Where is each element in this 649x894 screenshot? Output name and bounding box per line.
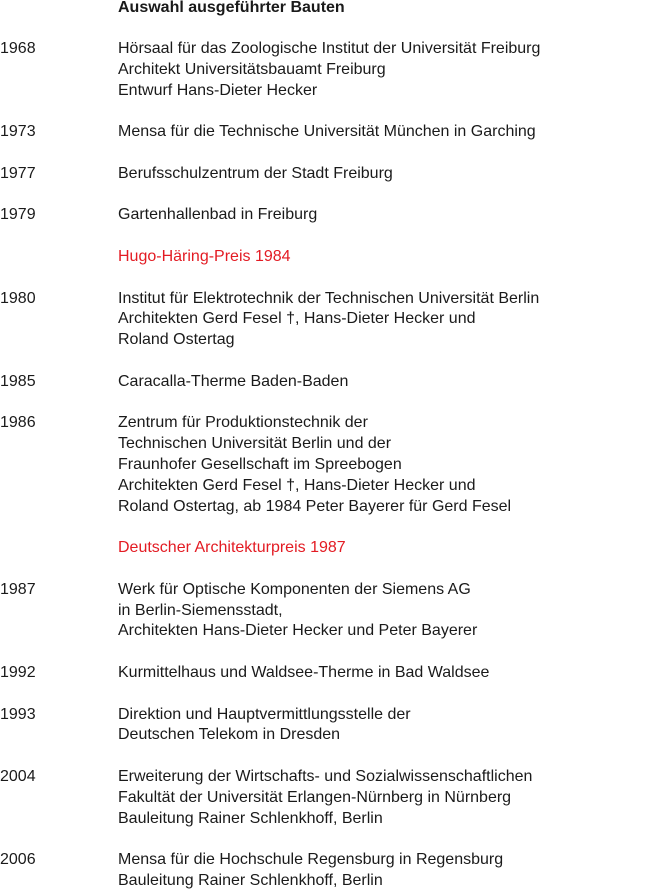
building-entry: [0, 205, 649, 226]
entry-year: 1986: [0, 414, 36, 432]
building-entry: [0, 164, 649, 185]
building-entry: [0, 413, 649, 517]
entry-year: 1973: [0, 123, 36, 141]
entry-description: [118, 580, 649, 642]
entry-year: 1992: [0, 664, 36, 681]
description-line: Erweiterung der Wirtschafts- und Sozialwissenschaftlichen: [118, 768, 533, 785]
award-text: [118, 247, 649, 268]
building-entry: [0, 122, 649, 143]
building-entry: [0, 850, 649, 892]
entry-description: [118, 289, 649, 351]
building-entry: [0, 580, 649, 642]
entry-year: 1980: [0, 289, 36, 307]
description-line: Institut für Elektrotechnik der Technischen Universität Berlin: [118, 289, 540, 307]
description-line: Architekten Gerd Fesel †, Hans-Dieter Hecker und: [118, 476, 476, 494]
description-line: Hörsaal für das Zoologische Institut der Universität Freiburg: [118, 40, 541, 57]
entry-year: 2004: [0, 768, 36, 785]
building-entry: [0, 39, 649, 101]
description-line: Roland Ostertag, ab 1984 Peter Bayerer für Gerd Fesel: [118, 497, 512, 515]
entry-description: [118, 39, 649, 101]
description-line: Entwurf Hans-Dieter Hecker: [118, 81, 318, 99]
entry-description: [118, 205, 649, 226]
description-line: Deutschen Telekom in Dresden: [118, 726, 341, 744]
building-entry: [0, 289, 649, 351]
entry-year: 2006: [0, 851, 36, 869]
entry-description: [118, 413, 649, 517]
description-line: Caracalla-Therme Baden-Baden: [118, 372, 349, 390]
description-line: Direktion und Hauptvermittlungsstelle der: [118, 705, 411, 723]
description-line: Fraunhofer Gesellschaft im Spreebogen: [118, 455, 402, 473]
description-line: Werk für Optische Komponenten der Siemens AG: [118, 580, 471, 598]
description-line: Architekten Gerd Fesel †, Hans-Dieter Hecker und: [118, 310, 476, 328]
description-line: Bauleitung Rainer Schlenkhoff, Berlin: [118, 871, 383, 889]
entry-description: [118, 705, 649, 747]
description-line: Bauleitung Rainer Schlenkhoff, Berlin: [118, 809, 383, 827]
award-entry: [0, 538, 649, 559]
award-entry: [0, 247, 649, 268]
description-line: Architekten Hans-Dieter Hecker und Peter Bayerer: [118, 622, 478, 640]
description-line: Technischen Universität Berlin und der: [118, 435, 392, 453]
entry-description: [118, 164, 649, 185]
page-heading: Auswahl ausgeführter Bauten: [118, 0, 345, 16]
entry-year: 1968: [0, 40, 36, 57]
award-line: Hugo-Häring-Preis 1984: [118, 248, 291, 265]
description-line: Berufsschulzentrum der Stadt Freiburg: [118, 164, 393, 182]
award-line: Deutscher Architekturpreis 1987: [118, 539, 346, 557]
entry-year: 1993: [0, 705, 36, 723]
building-entry: [0, 663, 649, 684]
entry-year: 1985: [0, 372, 36, 390]
building-entry: [0, 705, 649, 747]
entry-description: [118, 122, 649, 143]
entry-year: 1979: [0, 206, 36, 224]
description-line: Kurmittelhaus und Waldsee-Therme in Bad Waldsee: [118, 664, 490, 681]
entry-description: [118, 372, 649, 393]
entry-description: [118, 767, 649, 829]
building-entry: [0, 767, 649, 829]
description-line: Zentrum für Produktionstechnik der: [118, 414, 368, 432]
description-line: Architekt Universitätsbauamt Freiburg: [118, 60, 386, 78]
entry-year: 1987: [0, 580, 36, 598]
entry-year: 1977: [0, 164, 36, 182]
award-text: [118, 538, 649, 559]
description-line: in Berlin-Siemensstadt,: [118, 601, 283, 619]
building-entry: [0, 372, 649, 393]
description-line: Fakultät der Universität Erlangen-Nürnberg in Nürnberg: [118, 788, 512, 806]
description-line: Gartenhallenbad in Freiburg: [118, 206, 318, 224]
entry-description: [118, 850, 649, 892]
description-line: Mensa für die Technische Universität München in Garching: [118, 123, 536, 141]
description-line: Mensa für die Hochschule Regensburg in Regensburg: [118, 851, 504, 869]
description-line: Roland Ostertag: [118, 331, 235, 349]
entry-description: [118, 663, 649, 684]
